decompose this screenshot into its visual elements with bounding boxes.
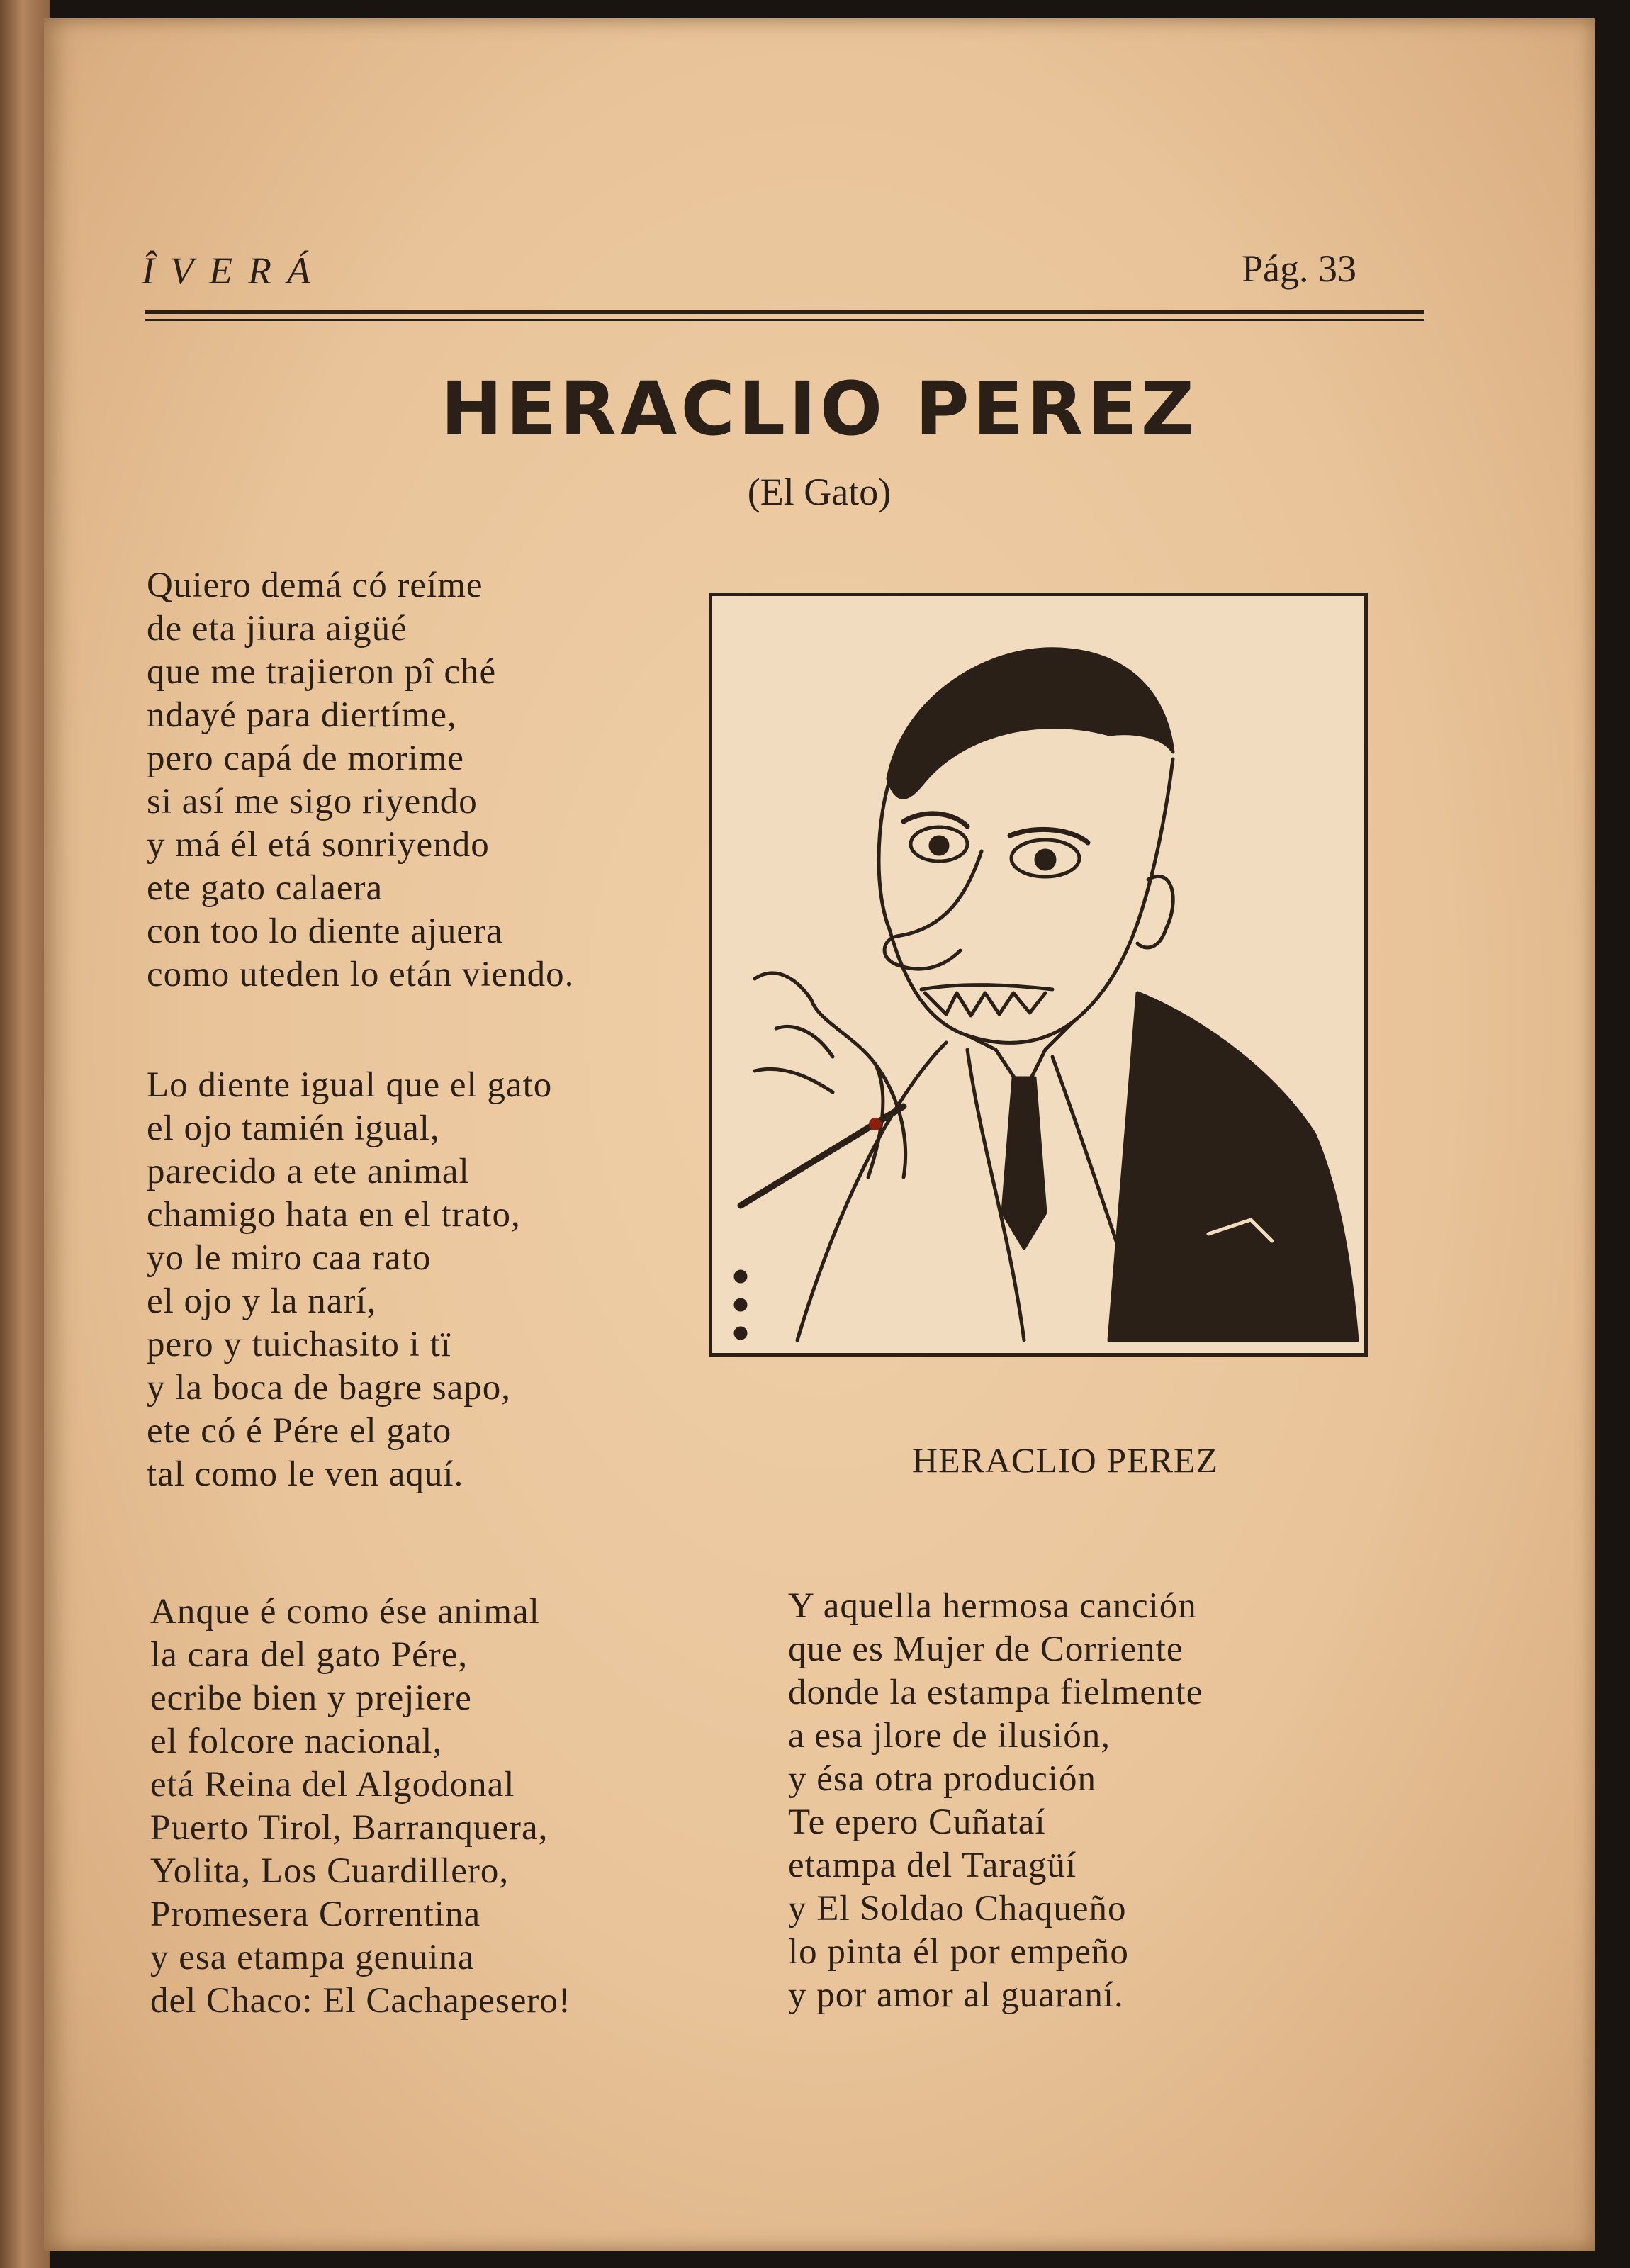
verse-line: y El Soldao Chaqueño bbox=[788, 1889, 1127, 1929]
stanza-3 bbox=[150, 1590, 571, 2023]
verse-line: ete gato calaera bbox=[147, 868, 383, 908]
verse-line: Y aquella hermosa canción bbox=[788, 1586, 1197, 1626]
header-rule-thin bbox=[145, 319, 1424, 321]
verse-line: ndayé para diertíme, bbox=[147, 695, 457, 735]
verse-line: Te epero Cuñataí bbox=[788, 1802, 1046, 1842]
header-rule-thick bbox=[145, 310, 1424, 314]
verse-line: del Chaco: El Cachapesero! bbox=[150, 1981, 571, 2021]
verse-line: Lo diente igual que el gato bbox=[147, 1065, 553, 1105]
verse-line: y ésa otra produción bbox=[788, 1759, 1096, 1799]
article-subtitle: (El Gato) bbox=[747, 471, 892, 513]
verse-line: y esa etampa genuina bbox=[150, 1938, 475, 1977]
portrait-caption: HERACLIO PEREZ bbox=[912, 1440, 1219, 1480]
verse-line: si así me sigo riyendo bbox=[147, 782, 478, 821]
verse-line: Anque é como ése animal bbox=[150, 1592, 540, 1632]
running-head: ÎVERÁ bbox=[142, 249, 326, 292]
verse-line: Yolita, Los Cuardillero, bbox=[150, 1851, 510, 1891]
book-spine bbox=[0, 0, 50, 2268]
verse-line: tal como le ven aquí. bbox=[147, 1454, 464, 1494]
verse-line: que es Mujer de Corriente bbox=[788, 1629, 1184, 1669]
verse-line: con too lo diente ajuera bbox=[147, 911, 503, 951]
article-title: HERACLIO PEREZ bbox=[440, 366, 1198, 452]
verse-line: y por amor al guaraní. bbox=[788, 1975, 1124, 2015]
verse-line: ete có é Pére el gato bbox=[147, 1411, 452, 1451]
verse-line: y má él etá sonriyendo bbox=[147, 825, 490, 865]
verse-line: a esa jlore de ilusión, bbox=[788, 1716, 1111, 1756]
verse-line: chamigo hata en el trato, bbox=[147, 1195, 521, 1235]
verse-line: Puerto Tirol, Barranquera, bbox=[150, 1808, 549, 1848]
verse-line: la cara del gato Pére, bbox=[150, 1635, 468, 1675]
verse-line: donde la estampa fielmente bbox=[788, 1673, 1203, 1712]
stanza-2 bbox=[147, 1064, 552, 1496]
verse-line: que me trajieron pî ché bbox=[147, 652, 497, 692]
portrait-drawing bbox=[712, 596, 1364, 1353]
verse-line: el ojo tamién igual, bbox=[147, 1108, 440, 1148]
caricature-portrait bbox=[709, 593, 1368, 1357]
verse-line: etampa del Taragüí bbox=[788, 1846, 1077, 1885]
verse-line: como uteden lo etán viendo. bbox=[147, 955, 575, 994]
verse-line: Promesera Correntina bbox=[150, 1894, 481, 1934]
page-number: Pág. 33 bbox=[1242, 247, 1356, 290]
verse-line: ecribe bien y prejiere bbox=[150, 1678, 472, 1718]
verse-line: de eta jiura aigüé bbox=[147, 609, 408, 649]
verse-line: el folcore nacional, bbox=[150, 1722, 443, 1761]
verse-line: lo pinta él por empeño bbox=[788, 1932, 1129, 1972]
magazine-page bbox=[44, 18, 1595, 2251]
verse-line: pero y tuichasito i tï bbox=[147, 1325, 451, 1364]
verse-line: pero capá de morime bbox=[147, 739, 465, 778]
verse-line: etá Reina del Algodonal bbox=[150, 1765, 515, 1804]
stanza-4 bbox=[788, 1585, 1203, 2017]
verse-line: el ojo y la narí, bbox=[147, 1281, 377, 1321]
verse-line: yo le miro caa rato bbox=[147, 1238, 432, 1278]
stanza-1 bbox=[147, 564, 574, 997]
verse-line: Quiero demá có reíme bbox=[147, 566, 483, 605]
verse-line: parecido a ete animal bbox=[147, 1152, 470, 1191]
verse-line: y la boca de bagre sapo, bbox=[147, 1368, 511, 1408]
